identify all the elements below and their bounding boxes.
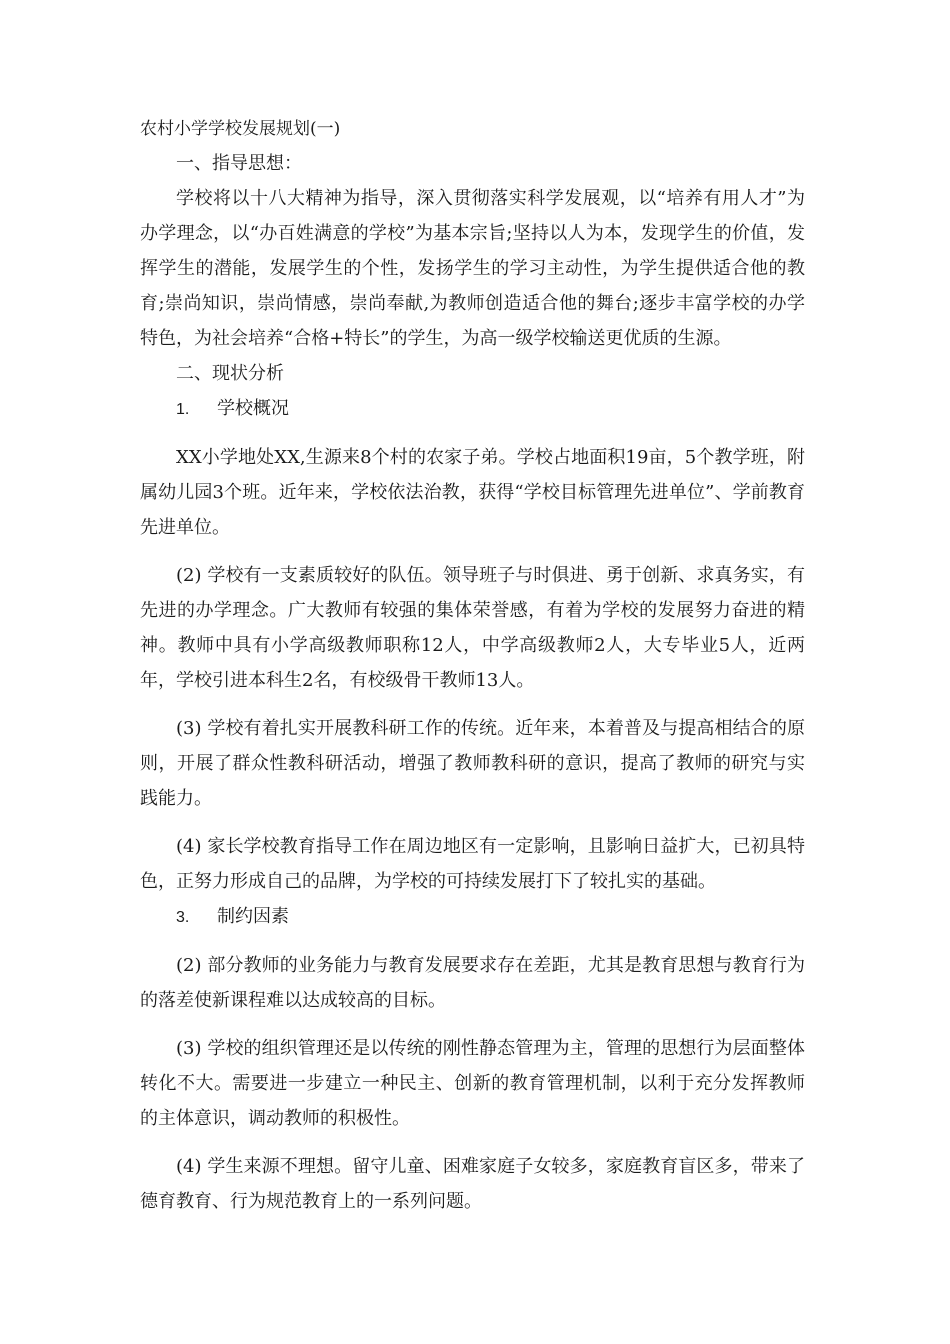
paragraph-student-sources: (4) 学生来源不理想。留守儿童、困难家庭子女较多，家庭教育盲区多，带来了德育教育、行为规范教育上的一系列问题。: [140, 1156, 805, 1212]
section-heading-status-analysis: 二、现状分析: [176, 363, 284, 384]
subheading-constraints: [140, 899, 805, 935]
subheading-label: 制约因素: [217, 906, 289, 927]
subheading-label: 学校概况: [217, 398, 289, 419]
paragraph-management-style: (3) 学校的组织管理还是以传统的刚性静态管理为主，管理的思想行为层面整体转化不大。需要进一步建立一种民主、创新的教育管理机制，以利于充分发挥教师的主体意识，调动教师的积极性。: [140, 1038, 805, 1129]
paragraph-guiding-ideology: 学校将以十八大精神为指导，深入贯彻落实科学发展观，以“培养有用人才”为办学理念，以“办百姓满意的学校”为基本宗旨;坚持以人为本，发现学生的价值，发挥学生的潜能，发展学生的个性，发扬学生的学习主动性，为学生提供适合他的教育;崇尚知识，崇尚情感，崇尚奉献,为教师创造适合他的舞台;逐步丰富学校的办学特色，为社会培养“合格+特长”的学生，为高一级学校输送更优质的生源。: [140, 188, 805, 349]
section-heading-guiding-ideology: 一、指导思想：: [176, 153, 302, 174]
paragraph-staff-quality: (2) 学校有一支素质较好的队伍。领导班子与时俱进、勇于创新、求真务实，有先进的办学理念。广大教师有较强的集体荣誉感，有着为学校的发展努力奋进的精神。教师中具有小学高级教师职称12人，中学高级教师2人，大专毕业5人，近两年，学校引进本科生2名，有校级骨干教师13人。: [140, 565, 805, 691]
subheading-school-overview: [140, 391, 805, 427]
subheading-number: 1.: [176, 401, 190, 418]
document-title: 农村小学学校发展规划(一): [140, 119, 341, 139]
paragraph-teacher-ability-gap: (2) 部分教师的业务能力与教育发展要求存在差距，尤其是教育思想与教育行为的落差使新课程难以达成较高的目标。: [140, 955, 805, 1011]
paragraph-parent-school: (4) 家长学校教育指导工作在周边地区有一定影响，且影响日益扩大，已初具特色，正努力形成自己的品牌，为学校的可持续发展打下了较扎实的基础。: [140, 836, 805, 892]
paragraph-research-tradition: (3) 学校有着扎实开展教科研工作的传统。近年来，本着普及与提高相结合的原则，开展了群众性教科研活动，增强了教师教科研的意识，提高了教师的研究与实践能力。: [140, 718, 805, 809]
paragraph-school-overview: XX小学地处XX,生源来8个村的农家子弟。学校占地面积19亩，5个教学班，附属幼儿园3个班。近年来，学校依法治教，获得“学校目标管理先进单位”、学前教育先进单位。: [140, 447, 805, 538]
subheading-number: 3.: [176, 909, 190, 926]
